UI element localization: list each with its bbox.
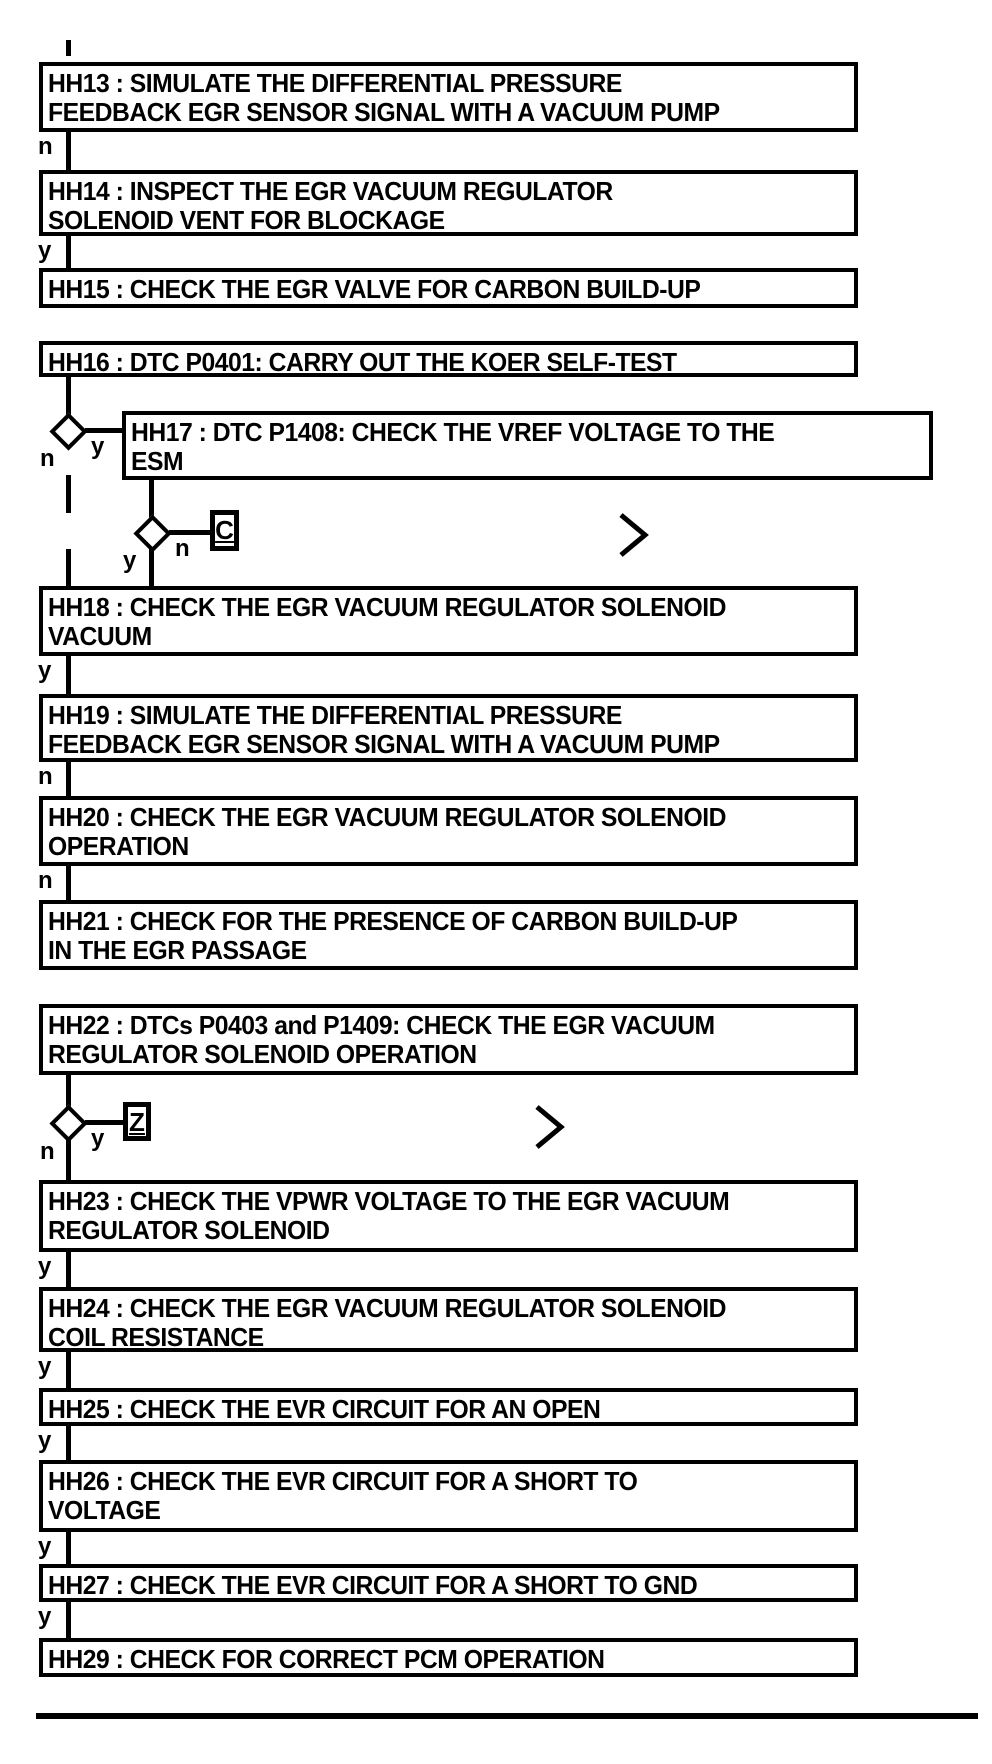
edge-label-y: y <box>91 433 105 460</box>
edge-label-y: y <box>38 1353 52 1380</box>
step-text-line1: HH20 : CHECK THE EGR VACUUM REGULATOR SOLENOID <box>48 802 727 832</box>
step-box-hh15 <box>39 268 858 308</box>
connector-decision2-c <box>169 530 210 535</box>
decision-diamond-2 <box>133 514 171 552</box>
step-text-line1: HH17 : DTC P1408: CHECK THE VREF VOLTAGE TO THE <box>131 417 775 447</box>
edge-label-y: y <box>38 1427 52 1454</box>
connector-decision3-hh23 <box>66 1139 71 1180</box>
decision-diamond-3 <box>49 1104 87 1142</box>
continuation-chevron-icon <box>617 511 649 559</box>
edge-label-y: y <box>38 237 52 264</box>
edge-label-y: y <box>91 1125 105 1152</box>
edge-label-n: n <box>40 445 55 472</box>
step-text-line2: OPERATION <box>48 831 189 861</box>
step-box-hh21 <box>39 900 858 970</box>
step-text-line2: ESM <box>131 446 184 476</box>
footer-rule <box>36 1713 978 1719</box>
step-box-hh27 <box>39 1564 858 1602</box>
step-text-line2: SOLENOID VENT FOR BLOCKAGE <box>48 205 445 235</box>
dashed-connector-seg1 <box>66 475 71 513</box>
edge-label-n: n <box>38 763 53 790</box>
connector-hh24-hh25 <box>66 1352 71 1388</box>
step-box-hh26 <box>39 1460 858 1532</box>
step-text-line1: HH19 : SIMULATE THE DIFFERENTIAL PRESSURE <box>48 700 622 730</box>
connector-decision2-hh18 <box>149 549 154 588</box>
dashed-connector-seg2 <box>66 549 71 586</box>
edge-label-y: y <box>38 1533 52 1560</box>
step-box-hh23 <box>39 1180 858 1252</box>
continuation-chevron-icon <box>533 1103 565 1151</box>
edge-label-n: n <box>40 1138 55 1165</box>
step-box-hh17 <box>122 411 933 480</box>
step-text-line2: IN THE EGR PASSAGE <box>48 935 307 965</box>
connector-hh14-hh15 <box>66 236 71 268</box>
step-text-line1: HH22 : DTCs P0403 and P1409: CHECK THE EGR VACUUM <box>48 1010 715 1040</box>
connector-decision1-hh17 <box>85 428 122 433</box>
step-box-hh18 <box>39 586 858 656</box>
edge-label-y: y <box>38 657 52 684</box>
step-box-hh14 <box>39 170 858 236</box>
step-text-line1: HH15 : CHECK THE EGR VALVE FOR CARBON BUILD-UP <box>48 274 701 304</box>
step-text-line2: REGULATOR SOLENOID <box>48 1215 330 1245</box>
offpage-connector-c: C <box>210 510 239 551</box>
edge-label-y: y <box>38 1253 52 1280</box>
step-text-line2: VACUUM <box>48 621 152 651</box>
connector-hh23-hh24 <box>66 1252 71 1287</box>
step-text-line1: HH18 : CHECK THE EGR VACUUM REGULATOR SOLENOID <box>48 592 727 622</box>
step-text-line2: FEEDBACK EGR SENSOR SIGNAL WITH A VACUUM PUMP <box>48 97 720 127</box>
step-text-line2: COIL RESISTANCE <box>48 1322 264 1352</box>
edge-label-y: y <box>123 547 137 574</box>
step-text-line2: VOLTAGE <box>48 1495 161 1525</box>
step-box-hh24 <box>39 1287 858 1352</box>
offpage-connector-z: Z <box>123 1102 151 1141</box>
connector-hh26-hh27 <box>66 1532 71 1564</box>
edge-label-n: n <box>175 535 190 562</box>
step-box-hh19 <box>39 694 858 762</box>
step-text-line1: HH16 : DTC P0401: CARRY OUT THE KOER SELF-TEST <box>48 347 677 377</box>
step-text-line1: HH13 : SIMULATE THE DIFFERENTIAL PRESSURE <box>48 68 622 98</box>
step-box-hh22 <box>39 1004 858 1075</box>
connector-hh27-hh29 <box>66 1602 71 1638</box>
step-box-hh25 <box>39 1388 858 1426</box>
step-text-line1: HH25 : CHECK THE EVR CIRCUIT FOR AN OPEN <box>48 1394 601 1424</box>
connector-hh17-decision2 <box>149 480 154 518</box>
dashed-connector-top <box>66 40 71 56</box>
step-box-hh13 <box>39 62 858 132</box>
step-text-line1: HH23 : CHECK THE VPWR VOLTAGE TO THE EGR VACUUM <box>48 1186 730 1216</box>
edge-label-n: n <box>38 133 53 160</box>
connector-hh18-hh19 <box>66 656 71 694</box>
connector-hh16-decision1 <box>66 377 71 417</box>
step-box-hh20 <box>39 796 858 866</box>
step-box-hh16 <box>39 341 858 377</box>
step-text-line1: HH27 : CHECK THE EVR CIRCUIT FOR A SHORT TO GND <box>48 1570 698 1600</box>
connector-decision3-z <box>85 1120 123 1125</box>
step-text-line1: HH14 : INSPECT THE EGR VACUUM REGULATOR <box>48 176 613 206</box>
step-text-line2: REGULATOR SOLENOID OPERATION <box>48 1039 477 1069</box>
edge-label-y: y <box>38 1603 52 1630</box>
step-text-line1: HH21 : CHECK FOR THE PRESENCE OF CARBON BUILD-UP <box>48 906 738 936</box>
edge-label-n: n <box>38 867 53 894</box>
connector-hh25-hh26 <box>66 1426 71 1460</box>
step-box-hh29 <box>39 1638 858 1677</box>
step-text-line1: HH29 : CHECK FOR CORRECT PCM OPERATION <box>48 1644 605 1674</box>
decision-diamond-1 <box>49 412 87 450</box>
connector-hh13-hh14 <box>66 132 71 170</box>
connector-hh19-hh20 <box>66 762 71 796</box>
step-text-line2: FEEDBACK EGR SENSOR SIGNAL WITH A VACUUM PUMP <box>48 729 720 759</box>
step-text-line1: HH26 : CHECK THE EVR CIRCUIT FOR A SHORT TO <box>48 1466 638 1496</box>
connector-hh20-hh21 <box>66 866 71 900</box>
step-text-line1: HH24 : CHECK THE EGR VACUUM REGULATOR SOLENOID <box>48 1293 727 1323</box>
